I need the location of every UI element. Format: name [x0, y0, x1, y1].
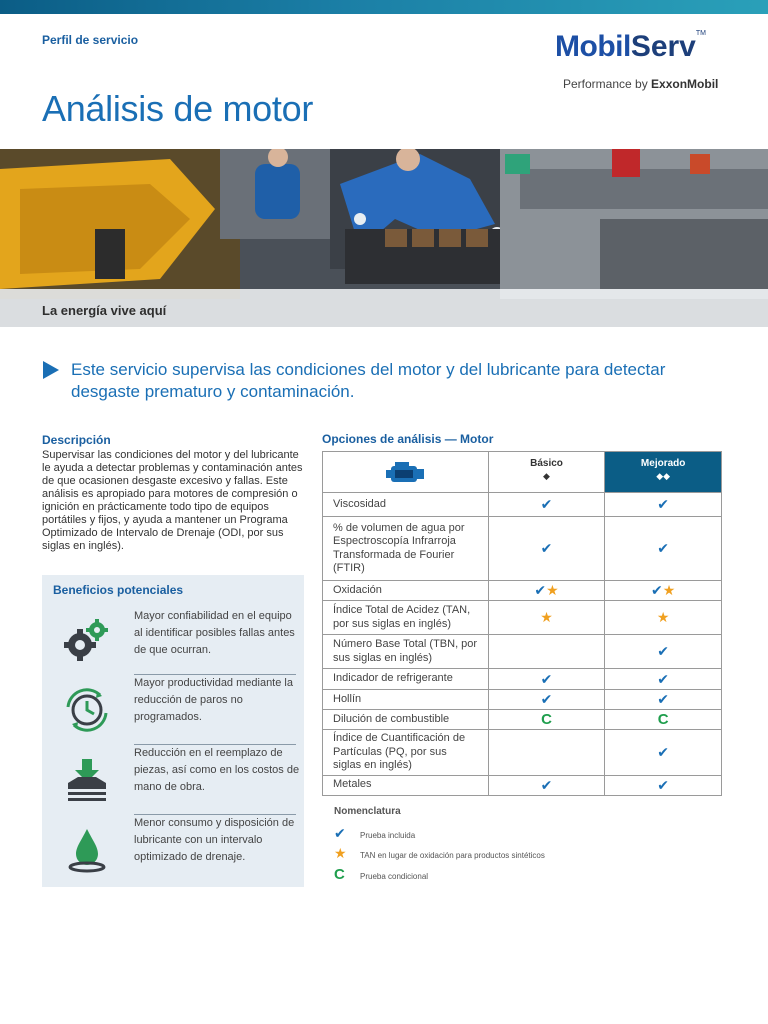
analysis-options-table	[322, 451, 722, 796]
benefit-item	[42, 675, 304, 745]
row-label: % de volumen de agua por Espectroscopía Infrarroja Transformada de Fourier (FTIR)	[323, 517, 489, 581]
checkmark-icon: ✔	[540, 691, 553, 707]
basic-cell	[488, 775, 605, 795]
star-icon: ★	[540, 609, 553, 625]
logo-tm: TM	[695, 30, 706, 37]
enhanced-cell	[605, 690, 722, 710]
benefits-panel	[42, 575, 304, 887]
parts-tray-icon	[64, 757, 110, 803]
benefit-text: Reducción en el reemplazo de piezas, así como en los costos de mano de obra.	[134, 747, 300, 793]
checkmark-icon: ✔	[651, 582, 663, 598]
row-label: Dilución de combustible	[323, 710, 489, 730]
checkmark-icon: ✔	[540, 540, 553, 556]
row-label: Número Base Total (TBN, por sus siglas en inglés)	[323, 635, 489, 669]
hero-illustration	[0, 149, 768, 327]
byline-prefix: Performance by	[563, 77, 648, 91]
enhanced-cell	[605, 517, 722, 581]
legend-heading: Nomenclatura	[334, 806, 401, 817]
table-row	[323, 710, 722, 730]
mobil-serv-logo	[555, 30, 706, 64]
star-icon: ★	[662, 582, 676, 598]
enhanced-cell	[605, 493, 722, 517]
legend-item	[334, 866, 428, 883]
checkmark-icon: ✔	[540, 670, 553, 687]
enhanced-cell	[605, 710, 722, 730]
page-title: Análisis de motor	[42, 88, 314, 129]
benefits-heading: Beneficios potenciales	[53, 583, 184, 597]
star-icon: ★	[546, 582, 559, 598]
benefit-item	[42, 605, 304, 675]
benefit-text: Mayor confiabilidad en el equipo al identificar posibles fallas antes de que ocurran.	[134, 610, 295, 656]
row-label: Oxidación	[323, 581, 489, 601]
enhanced-cell	[605, 730, 722, 776]
row-label: Indicador de refrigerante	[323, 669, 489, 690]
enhanced-cell	[605, 775, 722, 795]
table-row	[323, 517, 722, 581]
checkmark-icon: ✔	[657, 743, 670, 760]
legend-item	[334, 845, 545, 862]
row-label: Hollín	[323, 690, 489, 710]
table-body	[323, 493, 722, 796]
enhanced-cell	[605, 581, 722, 601]
row-label: Metales	[323, 775, 489, 795]
legend-item	[334, 825, 415, 842]
engine-icon	[385, 461, 425, 487]
row-label: Índice Total de Acidez (TAN, por sus siglas en inglés)	[323, 601, 489, 635]
basic-cell	[488, 517, 605, 581]
basic-cell	[488, 730, 605, 776]
options-heading: Opciones de análisis — Motor	[322, 432, 494, 446]
conditional-icon: C	[541, 711, 552, 728]
checkmark-icon: ✔	[540, 496, 553, 512]
legend-text: Prueba condicional	[360, 872, 429, 881]
hero-photo	[0, 149, 768, 327]
basic-cell	[488, 581, 605, 601]
basic-cell	[488, 669, 605, 690]
intro-statement: Este servicio supervisa las condiciones del motor y del lubricante para detectar desgaste prematuro y contaminación.	[71, 360, 666, 401]
col-enhanced-header	[605, 452, 722, 493]
table-row	[323, 730, 722, 776]
checkmark-icon: ✔	[334, 825, 346, 841]
col-enhanced-mark: ◆◆	[656, 471, 671, 481]
kicker: Perfil de servicio	[42, 33, 139, 47]
logo-serv: Serv	[630, 30, 696, 63]
byline-brand: ExxonMobil	[651, 77, 719, 91]
col-enhanced-label: Mejorado	[640, 458, 686, 469]
checkmark-icon: ✔	[657, 540, 670, 556]
col-basic-mark: ◆	[543, 471, 550, 481]
table-row	[323, 581, 722, 601]
engine-header-cell	[323, 452, 489, 493]
oil-drop-icon	[64, 827, 110, 873]
table-row	[323, 601, 722, 635]
check-star-icon	[534, 582, 558, 598]
checkmark-icon: ✔	[540, 776, 553, 793]
basic-cell	[488, 690, 605, 710]
logo-mobil: Mobil	[555, 30, 631, 63]
table-row	[323, 493, 722, 517]
benefit-text: Mayor productividad mediante la reducción de paros no programados.	[134, 677, 293, 723]
table-row	[323, 635, 722, 669]
basic-cell	[488, 635, 605, 669]
enhanced-cell	[605, 635, 722, 669]
basic-cell	[488, 493, 605, 517]
basic-cell	[488, 601, 605, 635]
checkmark-icon: ✔	[657, 643, 670, 659]
cycle-clock-icon	[64, 687, 110, 733]
benefit-item	[42, 745, 304, 815]
checkmark-icon: ✔	[657, 496, 670, 512]
checkmark-icon: ✔	[657, 670, 670, 687]
benefit-text: Menor consumo y disposición de lubricante con un intervalo optimizado de drenaje.	[134, 817, 295, 863]
hero-tagline: La energía vive aquí	[42, 303, 167, 318]
star-icon: ★	[656, 609, 670, 625]
byline	[563, 77, 718, 91]
enhanced-cell	[605, 601, 722, 635]
star-icon: ★	[334, 845, 347, 861]
checkmark-icon: ✔	[657, 776, 670, 793]
conditional-icon: C	[657, 711, 669, 728]
row-label: Índice de Cuantificación de Partículas (PQ, por sus siglas en inglés)	[323, 730, 489, 776]
enhanced-cell	[605, 669, 722, 690]
benefit-item	[42, 815, 304, 885]
checkmark-icon: ✔	[657, 691, 670, 707]
basic-cell	[488, 710, 605, 730]
check-star-icon	[651, 582, 675, 598]
checkmark-icon: ✔	[534, 582, 547, 598]
table-header-row	[323, 452, 722, 493]
legend-text: TAN en lugar de oxidación para productos sintéticos	[360, 851, 545, 860]
gears-icon	[64, 617, 110, 663]
description-heading: Descripción	[42, 433, 111, 447]
row-label: Viscosidad	[323, 493, 489, 517]
top-color-bar	[0, 0, 768, 14]
table-row	[323, 690, 722, 710]
col-basic-label: Básico	[530, 458, 563, 469]
conditional-icon: C	[334, 866, 345, 883]
play-arrow-icon	[43, 361, 59, 379]
table-row	[323, 669, 722, 690]
legend-text: Prueba incluida	[360, 831, 416, 840]
col-basic-header	[488, 452, 605, 493]
description-text: Supervisar las condiciones del motor y del lubricante le ayuda a detectar problemas y contaminación antes de que ocasionen desgaste excesivo y fallas. Este análisis es apropiado para motores de compresión o ignición en prácticamente todo tipo de equipos portátiles y fijos, y ayuda a mantener un Programa Optimizado de Intervalo de Drenaje (ODI, por sus siglas en inglés).	[42, 449, 303, 552]
table-row	[323, 775, 722, 795]
